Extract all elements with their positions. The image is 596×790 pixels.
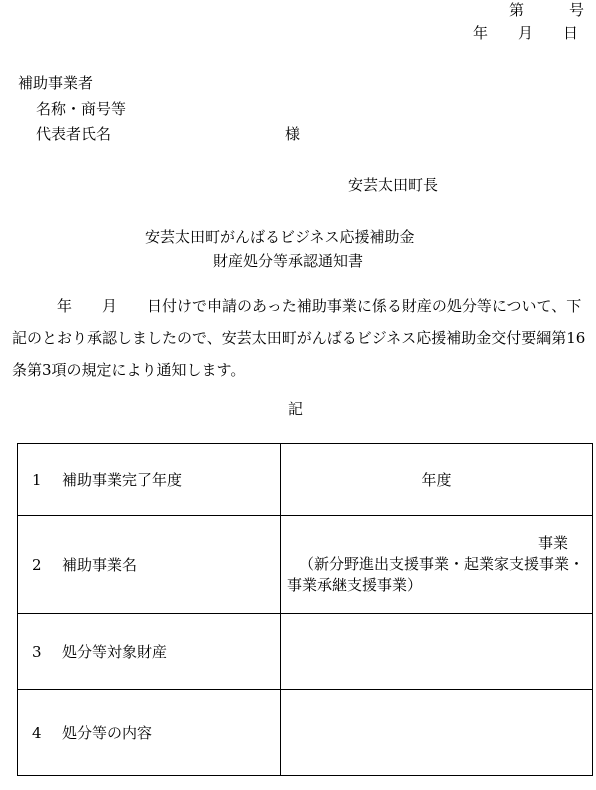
row-label-cell xyxy=(18,614,281,690)
disposal-details-cell xyxy=(281,690,593,776)
ki-heading: 記 xyxy=(288,400,304,418)
project-suffix: 事業 xyxy=(537,534,568,552)
target-property-cell xyxy=(281,614,593,690)
business-name-label: 名称・商号等 xyxy=(36,100,127,118)
addressee-title: 補助事業者 xyxy=(18,74,94,92)
row-number: 2 xyxy=(32,556,42,574)
table-row xyxy=(18,444,593,516)
row-label: 処分等対象財産 xyxy=(62,643,168,661)
body-paragraph: 年 月 日付けで申請のあった補助事業に係る財産の処分等について、下記のとおり承認しましたので、安芸太田町がんばるビジネス応援補助金交付要綱第16条第3項の規定により通知します。 xyxy=(12,297,586,379)
table-row xyxy=(18,614,593,690)
row-label-cell xyxy=(18,516,281,614)
table-row xyxy=(18,690,593,776)
row-number: 4 xyxy=(32,724,42,742)
honorific: 様 xyxy=(285,125,301,143)
document-number-label: 第 号 xyxy=(509,1,585,19)
row-number: 1 xyxy=(32,471,42,489)
date-label: 年 月 日 xyxy=(473,24,579,42)
document-title-line2: 財産処分等承認通知書 xyxy=(213,252,364,270)
year-suffix: 年度 xyxy=(421,471,452,489)
row-label: 補助事業完了年度 xyxy=(62,471,183,489)
row-label-cell xyxy=(18,690,281,776)
row-label: 補助事業名 xyxy=(62,556,138,574)
row-label-cell xyxy=(18,444,281,516)
project-name-cell xyxy=(281,516,593,614)
project-types-line1: （新分野進出支援事業・起業家支援事業・ xyxy=(299,555,585,573)
document-title-line1: 安芸太田町がんばるビジネス応援補助金 xyxy=(145,228,415,246)
completion-year-cell xyxy=(281,444,593,516)
row-number: 3 xyxy=(32,643,42,661)
issuer-name: 安芸太田町長 xyxy=(348,176,439,194)
project-types-line2: 事業承継支援事業） xyxy=(287,576,423,594)
representative-name-label: 代表者氏名 xyxy=(36,125,112,143)
details-table xyxy=(17,443,593,776)
row-label: 処分等の内容 xyxy=(62,724,153,742)
table-row xyxy=(18,516,593,614)
